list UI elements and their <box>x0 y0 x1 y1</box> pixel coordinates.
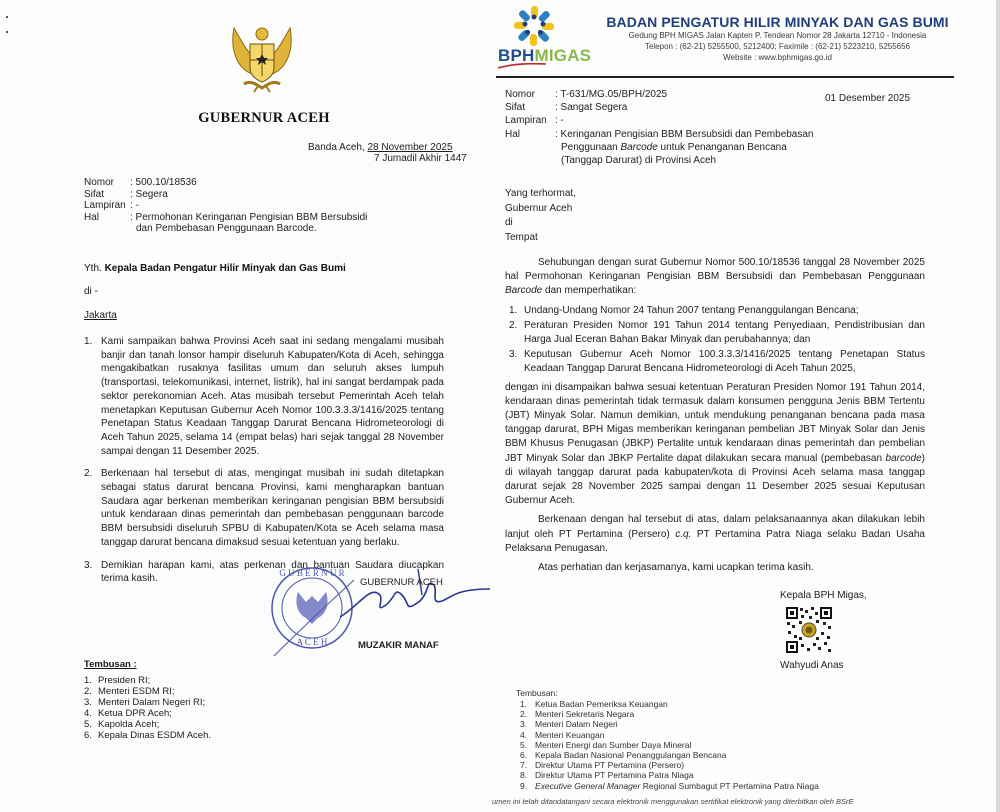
intro-paragraph: Sehubungan dengan surat Gubernur Nomor 500.10/18536 tanggal 28 November 2025 hal Permohonan Keringanan Pengisian BBM Bersubsidi dan Pembebasan Penggunaan Barcode dan memperhatikan: <box>505 257 925 297</box>
body-paragraph: 2. Berkenaan hal tersebut di atas, mengingat musibah ini sudah ditetapkan sebagai status darurat bencana Provinsi, kami mengharapkan bantuan Saudara agar berkenan memberikan keringanan pengisian BBM bersubsidi untuk kendaraan dinas pemerintah dan pembebasan penggunaan barcode BBM bersubsidi diseluruh SPBU di Kabupaten/Kota se Aceh selama masa tanggap darurat bencana dimaksud sesuai ketentuan yang berlaku. <box>84 468 444 548</box>
cc-item: 1. Presiden RI; <box>84 675 151 686</box>
letter-date: 28 November 2025 <box>367 142 453 153</box>
meta-subject-cont: Penggunaan Barcode untuk Penanganan Bencana <box>561 141 787 153</box>
meta-row-nature: Sifat : Sangat Segera <box>505 102 628 114</box>
agency-phone: Telepon : (62-21) 5255500, 5212400; Faximile : (62-21) 5223210, 5255656 <box>644 42 911 51</box>
place-label: Banda Aceh, <box>308 142 368 153</box>
recipient-di: di <box>505 217 513 228</box>
cc-item: 6. Kepala Badan Nasional Penanggulangan Bencana <box>520 750 727 761</box>
qr-code-signature-icon <box>785 606 833 654</box>
cc-item: 5. Menteri Energi dan Sumber Daya Mineral <box>520 739 692 750</box>
agency-website: Website : www.bphmigas.go.id <box>723 53 832 62</box>
cc-item: 2. Menteri Sekretaris Negara <box>520 709 635 720</box>
body-paragraph: 1. Kami sampaikan bahwa Provinsi Aceh saat ini sedang mengalami musibah banjir dan tanah lonsor hampir diseluruh Kabupaten/Kota di Aceh, sehingga mengakibatkan rusaknya fasilitas umum dan seluruh akses lumpuh (transportasi, telekomunikasi, internet, listrik), hal ini sangat berdampak pada sektor perekonomian Aceh. Atas musibah tersebut Pemerintah Aceh telah menetapkan Keputusan Gubernur Aceh Nomor 100.3.3.3/1416/2025 tentang Penetapan Status Keadaan Tanggap Darurat Bencana Hidrometeorologi di Aceh Tahun 2025, selama 14 (empat belas) hari sejak tanggal 28 November sampai dengan 11 Desember 2025. <box>84 336 444 457</box>
meta-subject-cont: (Tanggap Darurat) di Provinsi Aceh <box>561 155 717 167</box>
cc-item: 8. Direktur Utama PT Pertamina Patra Niaga <box>520 770 694 781</box>
cc-item: 4. Menteri Keuangan <box>520 729 605 740</box>
letter-body <box>84 335 444 595</box>
recipient-place: Tempat <box>505 231 538 243</box>
salutation: Yang terhormat, <box>505 188 576 199</box>
svg-text:G U B E R N U R: G U B E R N U R <box>279 568 345 578</box>
logo-swoosh-icon <box>498 63 546 69</box>
garuda-emblem-icon <box>226 18 298 100</box>
signatory-title: GUBERNUR ACEH <box>360 577 443 588</box>
considerations-list <box>505 304 925 377</box>
meta-row-nature: Sifat : Segera <box>84 188 168 200</box>
followup-paragraph: Berkenaan dengan hal tersebut di atas, dalam pelaksanaannya akan dilakukan lebih lanjut oleh PT Pertamina (Persero) c.q. PT Pertamina Patra Niaga selaku Badan Usaha Pelaksana Penugasan. <box>505 514 925 554</box>
letter-meta <box>84 177 380 235</box>
cc-item: 7. Direktur Utama PT Pertamina (Persero) <box>520 760 685 771</box>
vertical-scrollbar[interactable] <box>996 0 1000 812</box>
recipient: Yth. Kepala Badan Pengatur Hilir Minyak dan Gas Bumi <box>84 263 346 274</box>
agency-letterhead <box>600 14 955 63</box>
letter-meta <box>505 88 845 167</box>
cc-list <box>520 699 819 791</box>
cc-title: Tembusan: <box>516 688 558 698</box>
bph-migas-star-logo-icon <box>512 4 556 48</box>
meta-row-attachment: Lampiran : - <box>84 200 139 211</box>
recipient-name: Gubernur Aceh <box>505 202 573 214</box>
cc-item: 3. Menteri Dalam Negeri RI; <box>84 697 206 708</box>
place-date <box>308 142 453 153</box>
svg-text:A C E H: A C E H <box>296 637 328 647</box>
cc-list <box>84 675 211 741</box>
bph-migas-letter <box>492 0 1000 812</box>
consideration-item: 1. Undang-Undang Nomor 24 Tahun 2007 tentang Penanggulangan Bencana; <box>509 304 859 316</box>
recipient-block <box>505 187 576 245</box>
meta-row-subject-cont: dan Pembebasan Penggunaan Barcode. <box>136 223 317 234</box>
agency-address: Gedung BPH MIGAS Jalan Kapten P. Tendean Nomor 28 Jakarta 12710 - Indonesia <box>628 31 927 40</box>
body-paragraph: 3. Demikian harapan kami, atas perkenan dan bantuan Saudara diucapkan terima kasih. <box>84 559 444 585</box>
cc-item: 9. Executive General Manager Regional Sumbagut PT Pertamina Patra Niaga <box>520 780 819 791</box>
letter-body <box>505 256 925 580</box>
cc-item: 2. Menteri ESDM RI; <box>84 686 175 697</box>
cc-item: 3. Menteri Dalam Negeri <box>520 719 618 730</box>
signatory-name: MUZAKIR MANAF <box>358 640 439 651</box>
cc-item: 6. Kepala Dinas ESDM Aceh. <box>84 730 212 741</box>
handwritten-signature-icon <box>330 565 490 625</box>
cc-item: 1. Ketua Badan Pemeriksa Keuangan <box>520 699 668 709</box>
cc-title: Tembusan : <box>84 659 137 670</box>
consideration-item: 3. Keputusan Gubernur Aceh Nomor 100.3.3.3/1416/2025 tentang Penetapan Status Keadaan Tanggap Darurat Bencana Hidrometeorologi di Aceh Tahun 2025, <box>509 349 925 375</box>
cc-item: 5. Kapolda Aceh; <box>84 719 160 730</box>
meta-row-number: Nomor : 500.10/18536 <box>84 177 197 188</box>
cc-item: 4. Ketua DPR Aceh; <box>84 708 172 719</box>
meta-row-subject: Hal : Keringanan Pengisian BBM Bersubsidi dan Pembebasan <box>505 128 814 140</box>
letterhead-divider <box>496 76 954 78</box>
agency-name: BADAN PENGATUR HILIR MINYAK DAN GAS BUMI <box>606 14 949 30</box>
e-signature-footnote: umen ini telah ditandatangani secara elektronik menggunakan sertifikat elektronik yang diterbitkan oleh BSrE <box>492 797 854 806</box>
governor-title: GUBERNUR ACEH <box>198 110 330 126</box>
signatory-name: Wahyudi Anas <box>780 660 844 671</box>
hijri-date: 7 Jumadil Akhir 1447 <box>374 153 467 164</box>
scan-speck <box>6 16 8 18</box>
recipient-di: di - <box>84 286 98 297</box>
governor-letter <box>0 0 492 812</box>
recipient-city: Jakarta <box>84 310 117 321</box>
meta-row-attachment: Lampiran : - <box>505 115 564 127</box>
bph-migas-wordmark: BPHMIGAS <box>498 46 592 65</box>
meta-row-number: Nomor : T-631/MG.05/BPH/2025 <box>505 89 668 100</box>
main-paragraph: dengan ini disampaikan bahwa sesuai ketentuan Peraturan Presiden Nomor 191 Tahun 2014, kendaraan dinas pemerintah tidak termasuk dalam konsumen pengguna Jenis BBM Tertentu (JBT) Minyak Solar. Namun demikian, untuk mendukung penanganan bencana pada masa tanggap darurat, BPH Migas memberikan keringanan pembelian JBT Minyak Solar dan Jenis BBM Khusus Penugasan (JBKP) Pertalite untuk kendaraan dinas pemerintah dan pembelian JBT Minyak Solar dan JBKP Pertalite dapat dilakukan secara manual (pembebasan barcode) di wilayah tanggap darurat pada kabupaten/kota di Provinsi Aceh selama masa tanggap darurat sejak 28 November 2025 sampai dengan 11 Desember 2025 sesuai Keputusan Gubernur Aceh. <box>505 381 925 507</box>
consideration-item: 2. Peraturan Presiden Nomor 191 Tahun 2014 tentang Penyediaan, Pendistribusian dan Harga Jual Eceran Bahan Bakar Minyak dan perubahannya; dan <box>509 319 925 346</box>
scan-speck <box>6 31 8 33</box>
letter-date: 01 Desember 2025 <box>825 93 911 104</box>
closing-paragraph: Atas perhatian dan kerjasamanya, kami ucapkan terima kasih. <box>538 562 814 574</box>
meta-row-subject: Hal : Permohonan Keringanan Pengisian BBM Bersubsidi <box>84 211 368 223</box>
signatory-title: Kepala BPH Migas, <box>780 590 867 601</box>
